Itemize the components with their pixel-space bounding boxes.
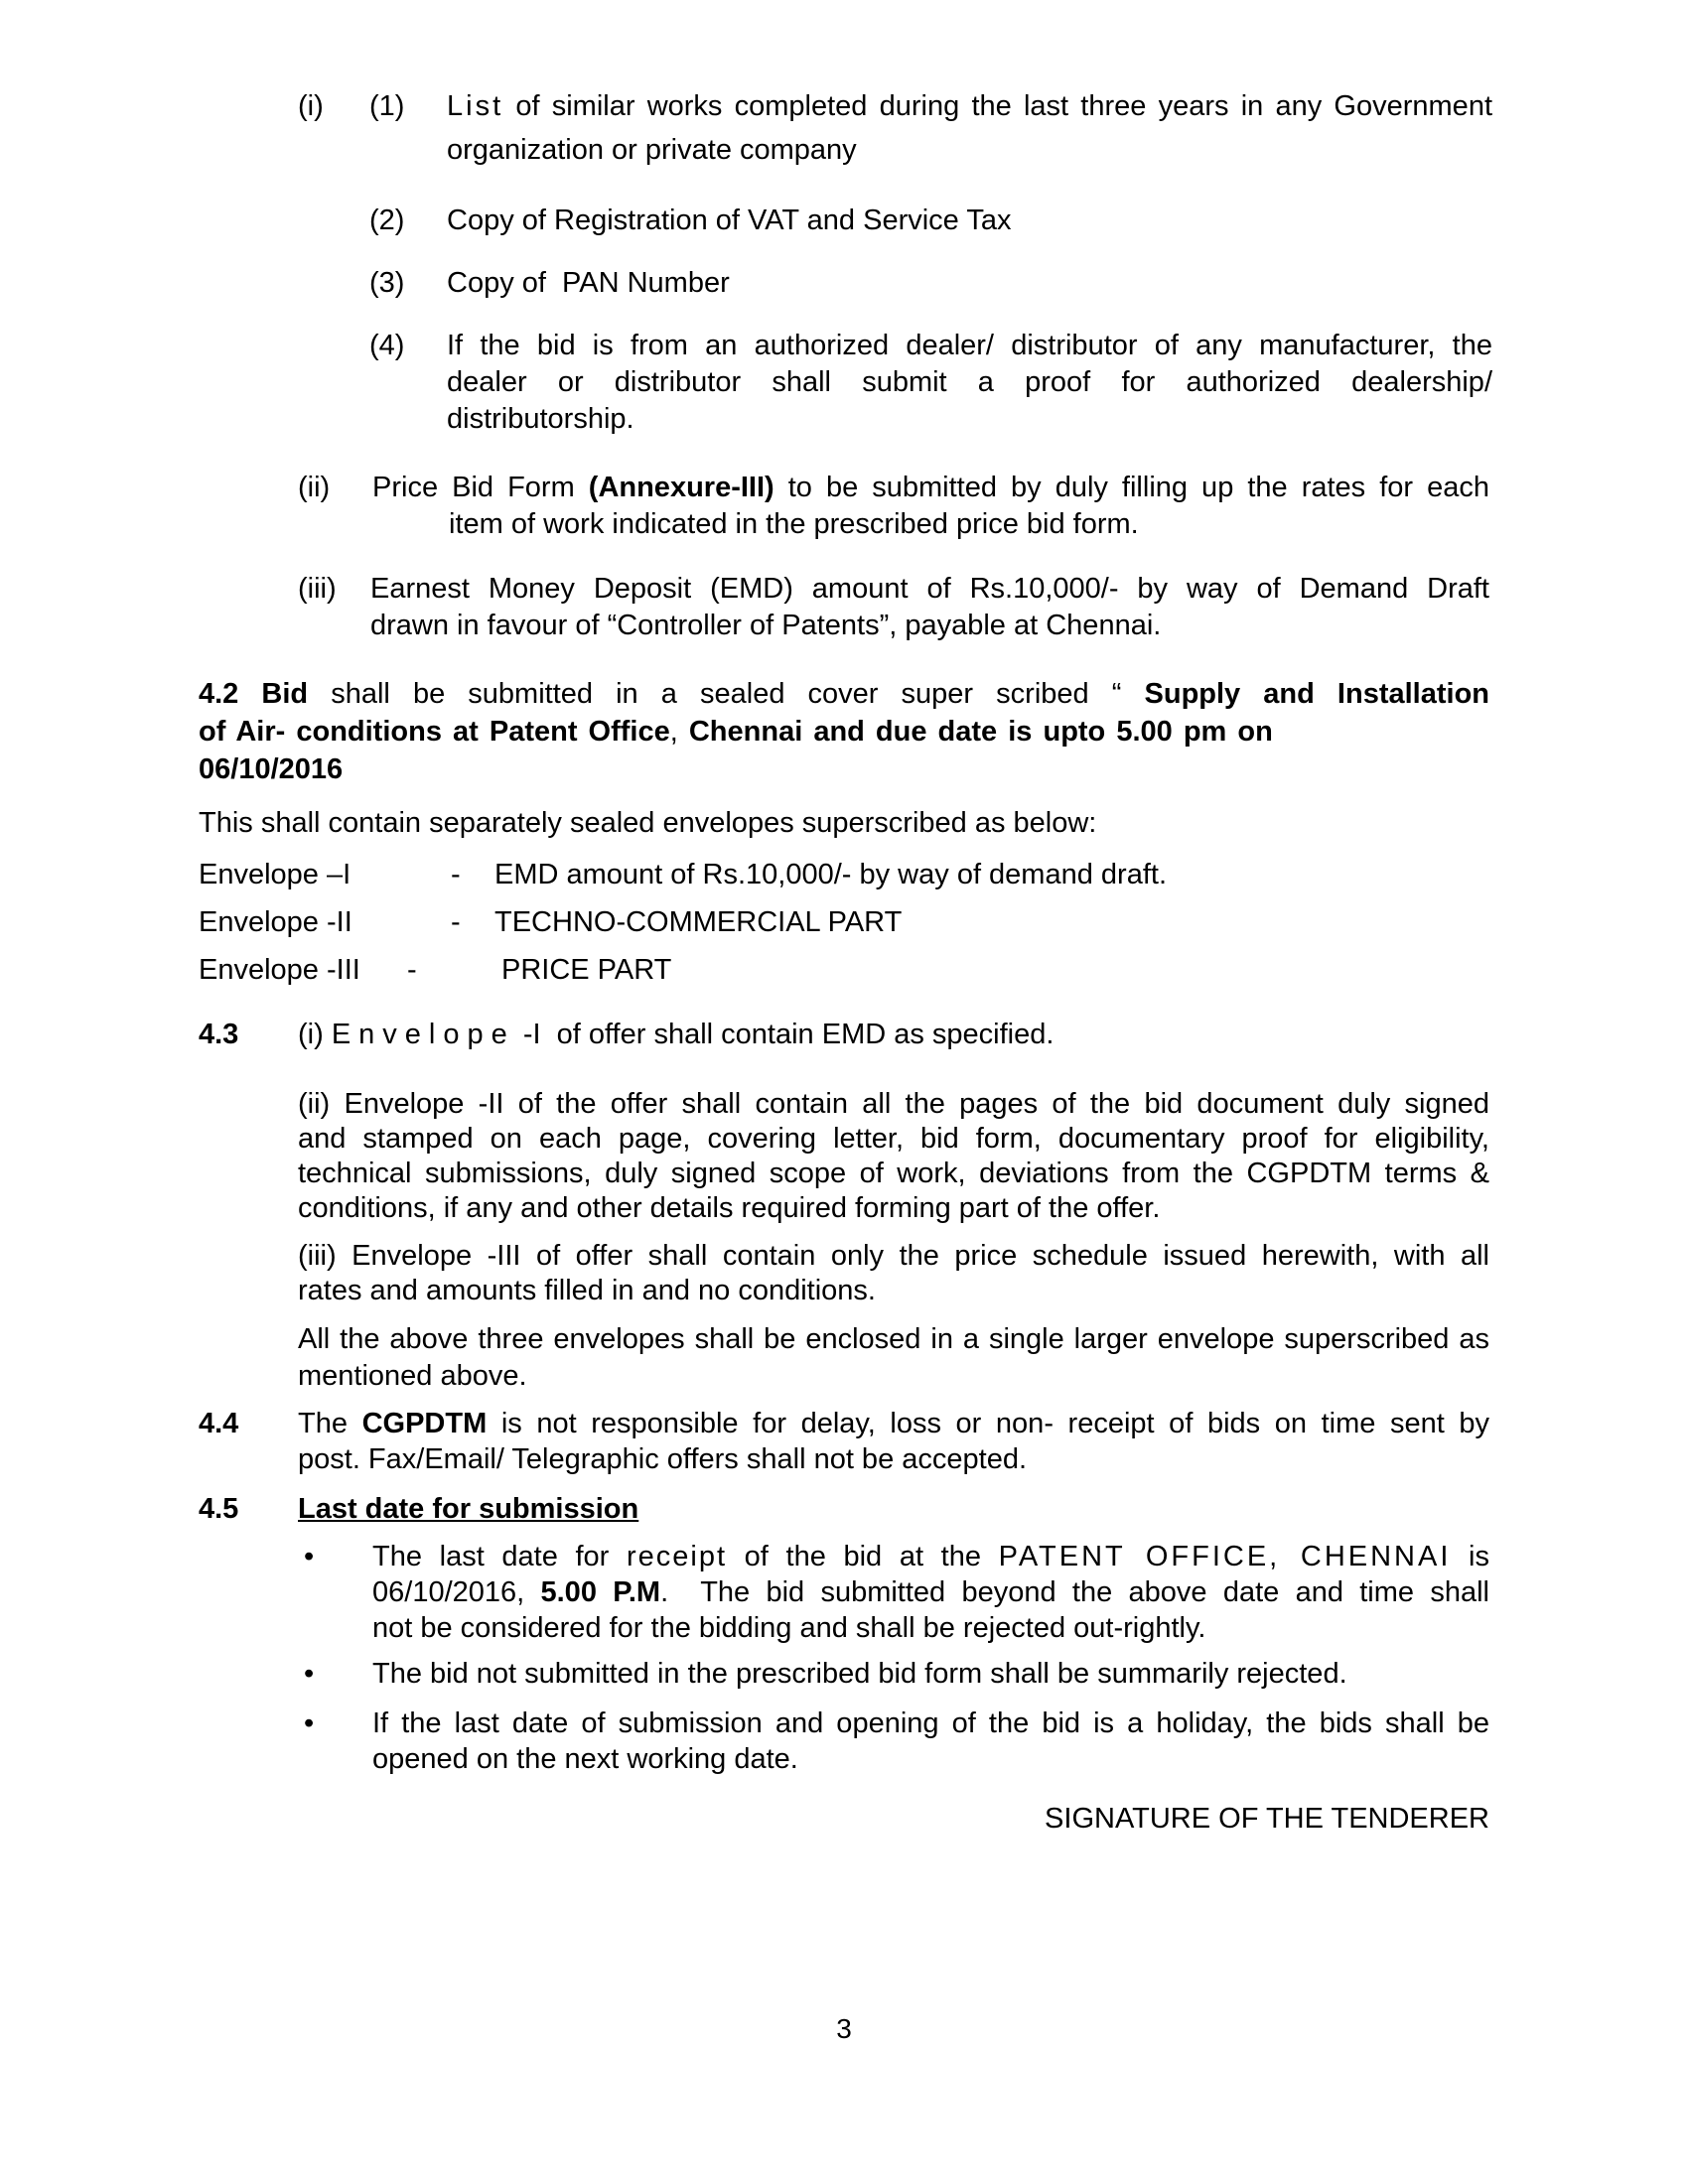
text-run: If the bid is from an authorized dealer/ distributor of any manufacturer, the: [447, 330, 1492, 361]
envelope-desc: TECHNO-COMMERCIAL PART: [494, 906, 903, 938]
text-line: [447, 364, 1492, 401]
all-envelopes-note: [298, 1321, 1489, 1395]
section-text: [298, 1016, 1489, 1053]
text-run: (iii) Envelope -III of offer shall contain only the price schedule issued herewith, with all: [298, 1240, 1489, 1272]
text-line: [372, 1574, 1489, 1610]
text-run: and stamped on each page, covering letter, bid form, documentary proof for eligibility,: [298, 1123, 1489, 1155]
text-line: [298, 1122, 1489, 1157]
bullet-item-3: [304, 1706, 1489, 1777]
text-run: Price Bid Form: [372, 472, 589, 503]
bullet-text: [372, 1539, 1489, 1646]
list-item-2: [369, 202, 1492, 239]
item-text: [447, 84, 1492, 172]
text-line: [372, 1610, 1489, 1646]
bullet-item-1: [304, 1539, 1489, 1646]
section-4-3-item-iii: [298, 1239, 1489, 1308]
text-run: is: [1451, 1541, 1489, 1572]
text-line: [372, 1539, 1489, 1574]
text-line: [447, 128, 1492, 172]
text-run: Chennai and due date is upto 5.00 pm on: [688, 716, 1273, 748]
note-text: [199, 804, 1489, 842]
item-text: [447, 264, 1492, 302]
item-marker-2: (2): [369, 205, 405, 236]
item-marker-iii: (iii): [298, 573, 337, 605]
envelope-row-1: [199, 856, 1489, 895]
text-run: conditions, if any and other details required forming part of the offer.: [298, 1192, 1161, 1224]
section-number-4-5: 4.5: [199, 1493, 239, 1525]
section-4-3-item-ii: [298, 1087, 1489, 1226]
text-run: of the bid at the: [727, 1541, 999, 1572]
text-line: [298, 1157, 1489, 1191]
text-line: [298, 1406, 1489, 1441]
text-line: [298, 1274, 1489, 1308]
page-number: 3: [836, 2013, 852, 2044]
envelope-label: Envelope -II: [199, 906, 352, 938]
text-run: Envelope: [331, 1019, 515, 1050]
text-line: [298, 1321, 1489, 1358]
contain-note: [199, 804, 1489, 842]
signature-line: SIGNATURE OF THE TENDERER: [1045, 1803, 1489, 1835]
text-run: The: [298, 1408, 362, 1439]
text-run: distributorship.: [447, 403, 634, 435]
list-item-ii: [298, 470, 1489, 543]
text-run: to be submitted by duly filling up the rates for each: [774, 472, 1489, 503]
text-run: Copy of PAN Number: [447, 267, 730, 299]
text-line: [298, 1441, 1489, 1477]
text-line: [372, 1656, 1489, 1692]
text-line: [199, 675, 1489, 713]
section-number-4-3: 4.3: [199, 1019, 239, 1050]
item-text: [372, 470, 1489, 543]
text-run: rates and amounts filled in and no conditions.: [298, 1275, 876, 1306]
text-line: [298, 1191, 1489, 1226]
text-run: Last date for submission: [298, 1493, 639, 1525]
bullet-item-2: [304, 1656, 1489, 1692]
text-line: [298, 1087, 1489, 1122]
text-line: [370, 608, 1489, 644]
list-item-i-1: [298, 84, 1492, 172]
section-number-4-4: 4.4: [199, 1408, 239, 1439]
text-run: not be considered for the bidding and shall be rejected out-rightly.: [372, 1612, 1206, 1644]
text-run: List: [447, 90, 504, 122]
bullet-text: [372, 1706, 1489, 1777]
text-run: mentioned above.: [298, 1360, 527, 1392]
section-4-2: [199, 675, 1489, 788]
text-run: (Annexure-III): [588, 472, 774, 503]
text-run: CGPDTM: [361, 1408, 488, 1439]
text-run: . The bid submitted beyond the above date and time shall: [660, 1576, 1489, 1608]
envelope-desc: EMD amount of Rs.10,000/- by way of demand draft.: [494, 859, 1167, 890]
text-run: technical submissions, duly signed scope of work, deviations from the CGPDTM terms &: [298, 1158, 1489, 1189]
envelope-desc: PRICE PART: [501, 954, 672, 986]
text-line: [298, 1358, 1489, 1395]
text-run: If the last date of submission and opening of the bid is a holiday, the bids shall be: [372, 1707, 1489, 1739]
list-item-4: [369, 328, 1492, 438]
text-run: receipt: [626, 1541, 728, 1572]
list-item-3: [369, 264, 1492, 302]
item-text: [447, 328, 1492, 438]
envelope-dash: -: [407, 954, 417, 986]
item-marker-i: (i): [298, 90, 324, 122]
note-text: [298, 1321, 1489, 1395]
item-marker-1: (1): [369, 90, 405, 122]
section-text: [199, 675, 1489, 788]
text-run: (ii) Envelope -II of the offer shall contain all the pages of the bid document duly signed: [298, 1088, 1489, 1120]
item-marker-4: (4): [369, 330, 405, 361]
text-run: opened on the next working date.: [372, 1743, 798, 1775]
envelope-dash: -: [451, 906, 461, 938]
list-item-iii: [298, 571, 1489, 644]
text-run: 4.2 Bid: [199, 678, 309, 710]
text-line: [447, 328, 1492, 364]
bullet-text: [372, 1656, 1489, 1692]
text-run: All the above three envelopes shall be enclosed in a single larger envelope superscribed as: [298, 1323, 1489, 1355]
text-run: PATENT OFFICE, CHENNAI: [998, 1541, 1452, 1572]
text-line: [447, 264, 1492, 302]
text-line: [449, 506, 1489, 543]
section-4-4: [199, 1406, 1489, 1477]
text-run: shall be submitted in a sealed cover super scribed “: [308, 678, 1145, 710]
text-line: [298, 1490, 1489, 1528]
envelope-row-3: [199, 951, 1489, 991]
text-run: of similar works completed during the last three years in any Government: [503, 90, 1492, 122]
envelope-label: Envelope -III: [199, 954, 360, 986]
bullet-icon: •: [304, 1541, 315, 1572]
text-line: [372, 470, 1489, 506]
text-run: organization or private company: [447, 134, 857, 166]
text-line: [199, 804, 1489, 842]
bullet-icon: •: [304, 1707, 315, 1739]
section-4-5: [199, 1490, 1489, 1528]
text-run: is not responsible for delay, loss or non- receipt of bids on time sent by: [487, 1408, 1489, 1439]
envelope-label: Envelope –I: [199, 859, 352, 890]
text-run: The bid not submitted in the prescribed bid form shall be summarily rejected.: [372, 1658, 1347, 1690]
text-run: 06/10/2016,: [372, 1576, 541, 1608]
text-run: Earnest Money Deposit (EMD) amount of Rs.10,000/- by way of Demand Draft: [370, 573, 1489, 605]
text-line: [298, 1239, 1489, 1274]
text-line: [199, 713, 1489, 751]
text-run: -I of offer shall contain EMD as specified.: [514, 1019, 1055, 1050]
text-line: [447, 202, 1492, 239]
text-run: Copy of Registration of VAT and Service Tax: [447, 205, 1012, 236]
item-marker-ii: (ii): [298, 472, 331, 503]
text-run: (i): [298, 1019, 332, 1050]
section-text: [298, 1406, 1489, 1477]
text-line: [298, 1016, 1489, 1053]
text-run: of Air- conditions at Patent Office: [199, 716, 670, 748]
text-run: drawn in favour of “Controller of Patents”, payable at Chennai.: [370, 610, 1162, 641]
section-text: [298, 1087, 1489, 1226]
bullet-icon: •: [304, 1658, 315, 1690]
envelope-dash: -: [451, 859, 461, 890]
text-run: This shall contain separately sealed envelopes superscribed as below:: [199, 807, 1097, 839]
item-text: [447, 202, 1492, 239]
text-line: [447, 401, 1492, 438]
text-run: 06/10/2016: [199, 753, 344, 785]
text-run: 5.00 P.M: [540, 1576, 661, 1608]
text-run: dealer or distributor shall submit a proof for authorized dealership/: [447, 366, 1492, 398]
text-run: Supply and Installation: [1144, 678, 1489, 710]
envelope-row-2: [199, 903, 1489, 943]
section-text: [298, 1239, 1489, 1308]
text-line: [370, 571, 1489, 608]
text-run: ,: [669, 716, 689, 748]
text-line: [372, 1741, 1489, 1777]
item-marker-3: (3): [369, 267, 405, 299]
text-run: item of work indicated in the prescribed price bid form.: [449, 508, 1139, 540]
text-line: [199, 751, 1489, 788]
item-text: [370, 571, 1489, 644]
text-line: [372, 1706, 1489, 1741]
text-run: post. Fax/Email/ Telegraphic offers shall not be accepted.: [298, 1443, 1028, 1475]
text-run: The last date for: [372, 1541, 627, 1572]
section-4-3-item-i: [199, 1016, 1489, 1053]
section-heading: [298, 1490, 1489, 1528]
text-line: [447, 84, 1492, 128]
